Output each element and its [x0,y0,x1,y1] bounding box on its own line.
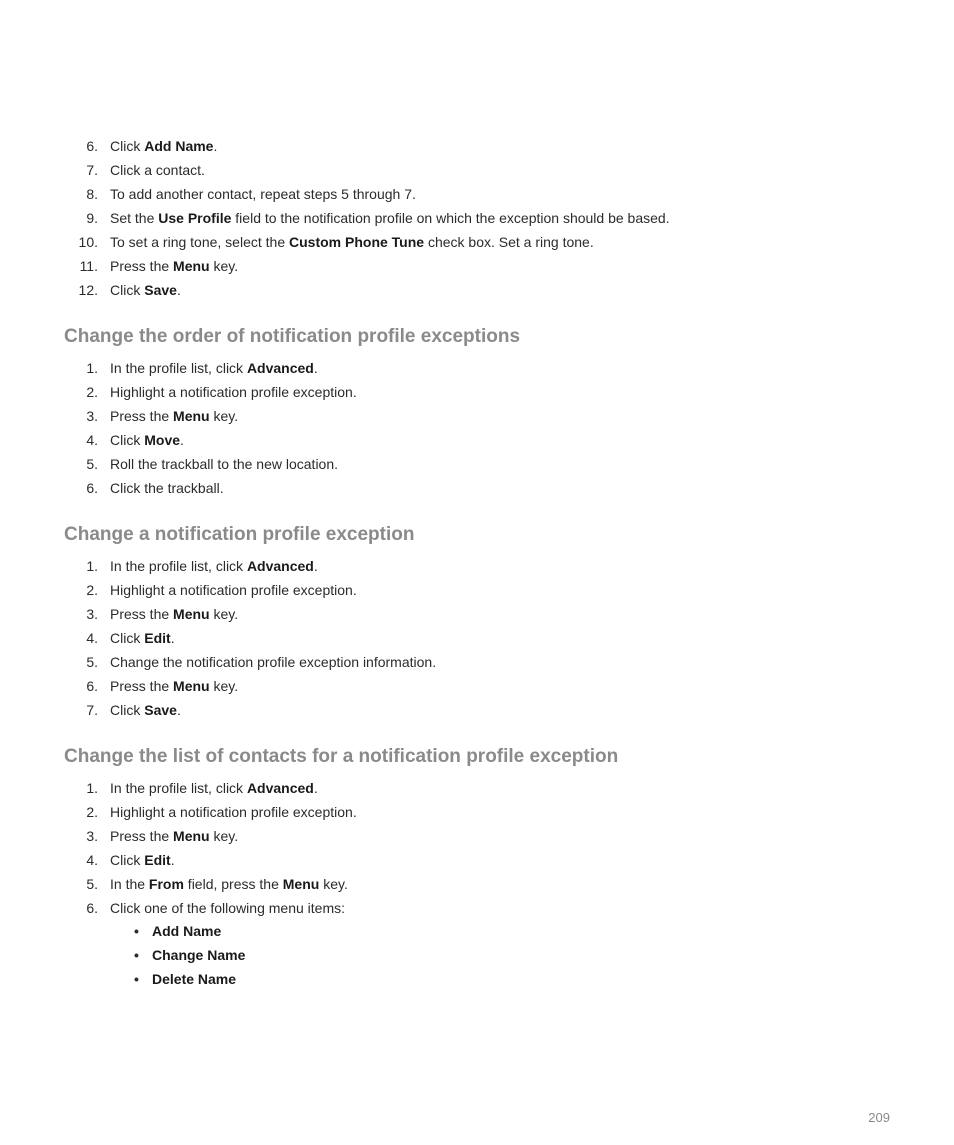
list-item [0,182,954,206]
list-item [0,134,954,158]
ui-term: Edit [144,630,171,646]
step-number: 7. [86,702,98,718]
step-text [110,278,181,302]
ui-term: Edit [144,852,171,868]
step-text [110,404,238,428]
ui-term: Use Profile [158,210,232,226]
step-text-run: Press the [110,678,174,694]
list-item [0,698,954,722]
step-text-run: Click a contact. [110,162,205,178]
step-text-run: . [313,780,318,796]
step-text [110,206,670,230]
list-item [0,824,954,848]
step-text [110,626,175,650]
step-text-run: Highlight a notification profile exception. [110,384,357,400]
list-item [0,776,954,800]
step-number: 3. [86,828,98,844]
ui-term: Menu [173,606,210,622]
step-number: 6. [86,480,98,496]
ui-term: Menu [282,876,320,892]
step-number: 5. [86,456,98,472]
step-text-run: . [313,360,318,376]
step-text [110,824,238,848]
continued-steps-list [0,134,954,302]
step-text [110,578,357,602]
step-text [110,158,205,182]
step-text [110,872,348,896]
list-item [0,380,954,404]
step-number: 2. [86,582,98,598]
list-item [0,800,954,824]
ui-term: Menu [173,828,210,844]
step-number: 9. [86,210,98,226]
step-text-run: key. [209,258,239,274]
step-text [110,230,594,254]
step-text-run: check box. Set a ring tone. [424,234,594,250]
step-text-run: Press the [110,258,174,274]
step-text-run: . [180,432,184,448]
bullet-text: Change Name [152,947,246,963]
list-item [0,848,954,872]
ui-term: Advanced [246,780,314,796]
step-text-run: key. [209,678,239,694]
step-text-run: In the profile list, click [110,558,247,574]
step-text-run: Press the [110,408,174,424]
step-text [110,356,318,380]
step-text-run: key. [209,606,239,622]
step-text-run: Click [110,282,145,298]
list-item [0,278,954,302]
step-number: 6. [86,900,98,916]
step-text [110,134,217,158]
step-text-run: Press the [110,828,174,844]
step-text-run: field to the notification profile on which the exception should be based. [231,210,670,226]
steps-list-change [0,554,954,722]
ui-term: Menu [173,258,210,274]
ui-term: From [148,876,184,892]
ui-term: Save [144,702,177,718]
step-text [110,428,184,452]
bullet-icon: • [134,971,139,987]
step-text [110,776,318,800]
step-text [110,380,357,404]
step-text-run: Click [110,852,145,868]
menu-items-bullet-list [0,919,954,991]
step-text-run: . [176,702,181,718]
step-text-run: Click [110,630,145,646]
step-text-run: . [176,282,181,298]
step-text [110,800,357,824]
step-text-run: In the profile list, click [110,360,247,376]
step-text-run: field, press the [183,876,283,892]
step-text-run: Highlight a notification profile exception. [110,804,357,820]
step-number: 6. [86,138,98,154]
step-text-run: . [170,630,175,646]
ui-term: Add Name [144,138,214,154]
step-text-run: key. [209,408,239,424]
steps-list-contacts [0,776,954,920]
list-item [0,578,954,602]
step-text-run: Click [110,138,145,154]
ui-term: Move [144,432,181,448]
step-number: 10. [78,234,98,250]
step-number: 2. [86,804,98,820]
step-number: 4. [86,432,98,448]
step-text-run: To set a ring tone, select the [110,234,289,250]
step-number: 1. [86,558,98,574]
list-item [0,206,954,230]
steps-list-order [0,356,954,500]
step-text-run: key. [209,828,239,844]
step-number: 8. [86,186,98,202]
step-text-run: . [313,558,318,574]
bullet-item [0,967,954,991]
step-text-run: Highlight a notification profile exception. [110,582,357,598]
section-heading-order: Change the order of notification profile exceptions [64,326,521,347]
section-heading-change: Change a notification profile exception [64,524,415,545]
list-item [0,650,954,674]
step-text [110,476,224,500]
step-text [110,698,181,722]
step-number: 5. [86,654,98,670]
list-item [0,476,954,500]
step-text [110,452,338,476]
step-number: 2. [86,384,98,400]
step-text-run: key. [319,876,348,892]
step-text-run: Click [110,432,145,448]
step-text [110,650,436,674]
bullet-text: Add Name [152,923,222,939]
step-number: 4. [86,852,98,868]
bullet-item [0,919,954,943]
step-number: 3. [86,408,98,424]
step-text-run: . [170,852,175,868]
list-item [0,404,954,428]
step-text-run: Click the trackball. [110,480,224,496]
ui-term: Advanced [246,360,314,376]
step-text [110,896,345,920]
list-item [0,230,954,254]
step-text [110,182,416,206]
ui-term: Menu [173,678,210,694]
list-item [0,872,954,896]
step-text [110,674,238,698]
step-number: 12. [78,282,98,298]
step-number: 4. [86,630,98,646]
step-text [110,848,175,872]
step-number: 7. [86,162,98,178]
step-text [110,554,318,578]
list-item [0,452,954,476]
ui-term: Advanced [246,558,314,574]
list-item [0,674,954,698]
bullet-icon: • [134,923,139,939]
step-number: 1. [86,360,98,376]
step-text [110,254,238,278]
list-item [0,896,954,920]
step-number: 3. [86,606,98,622]
step-number: 11. [79,258,98,274]
list-item [0,356,954,380]
list-item [0,158,954,182]
step-text-run: . [213,138,218,154]
step-text-run: Roll the trackball to the new location. [110,456,339,472]
ui-term: Menu [173,408,210,424]
step-number: 1. [86,780,98,796]
ui-term: Save [144,282,177,298]
list-item [0,554,954,578]
step-text-run: Change the notification profile exception information. [110,654,437,670]
step-text-run: Set the [110,210,159,226]
step-text-run: Click one of the following menu items: [110,900,345,916]
step-text-run: To add another contact, repeat steps 5 through 7. [110,186,416,202]
list-item [0,626,954,650]
bullet-text: Delete Name [152,971,237,987]
step-number: 5. [86,876,98,892]
bullet-item [0,943,954,967]
step-text-run: Click [110,702,145,718]
section-heading-contacts: Change the list of contacts for a notification profile exception [64,746,619,767]
step-number: 6. [86,678,98,694]
step-text-run: Press the [110,606,174,622]
step-text-run: In the [110,876,149,892]
step-text [110,602,238,626]
list-item [0,254,954,278]
page-number: 209 [868,1110,890,1125]
list-item [0,428,954,452]
list-item [0,602,954,626]
bullet-icon: • [134,947,139,963]
ui-term: Custom Phone Tune [289,234,425,250]
step-text-run: In the profile list, click [110,780,247,796]
